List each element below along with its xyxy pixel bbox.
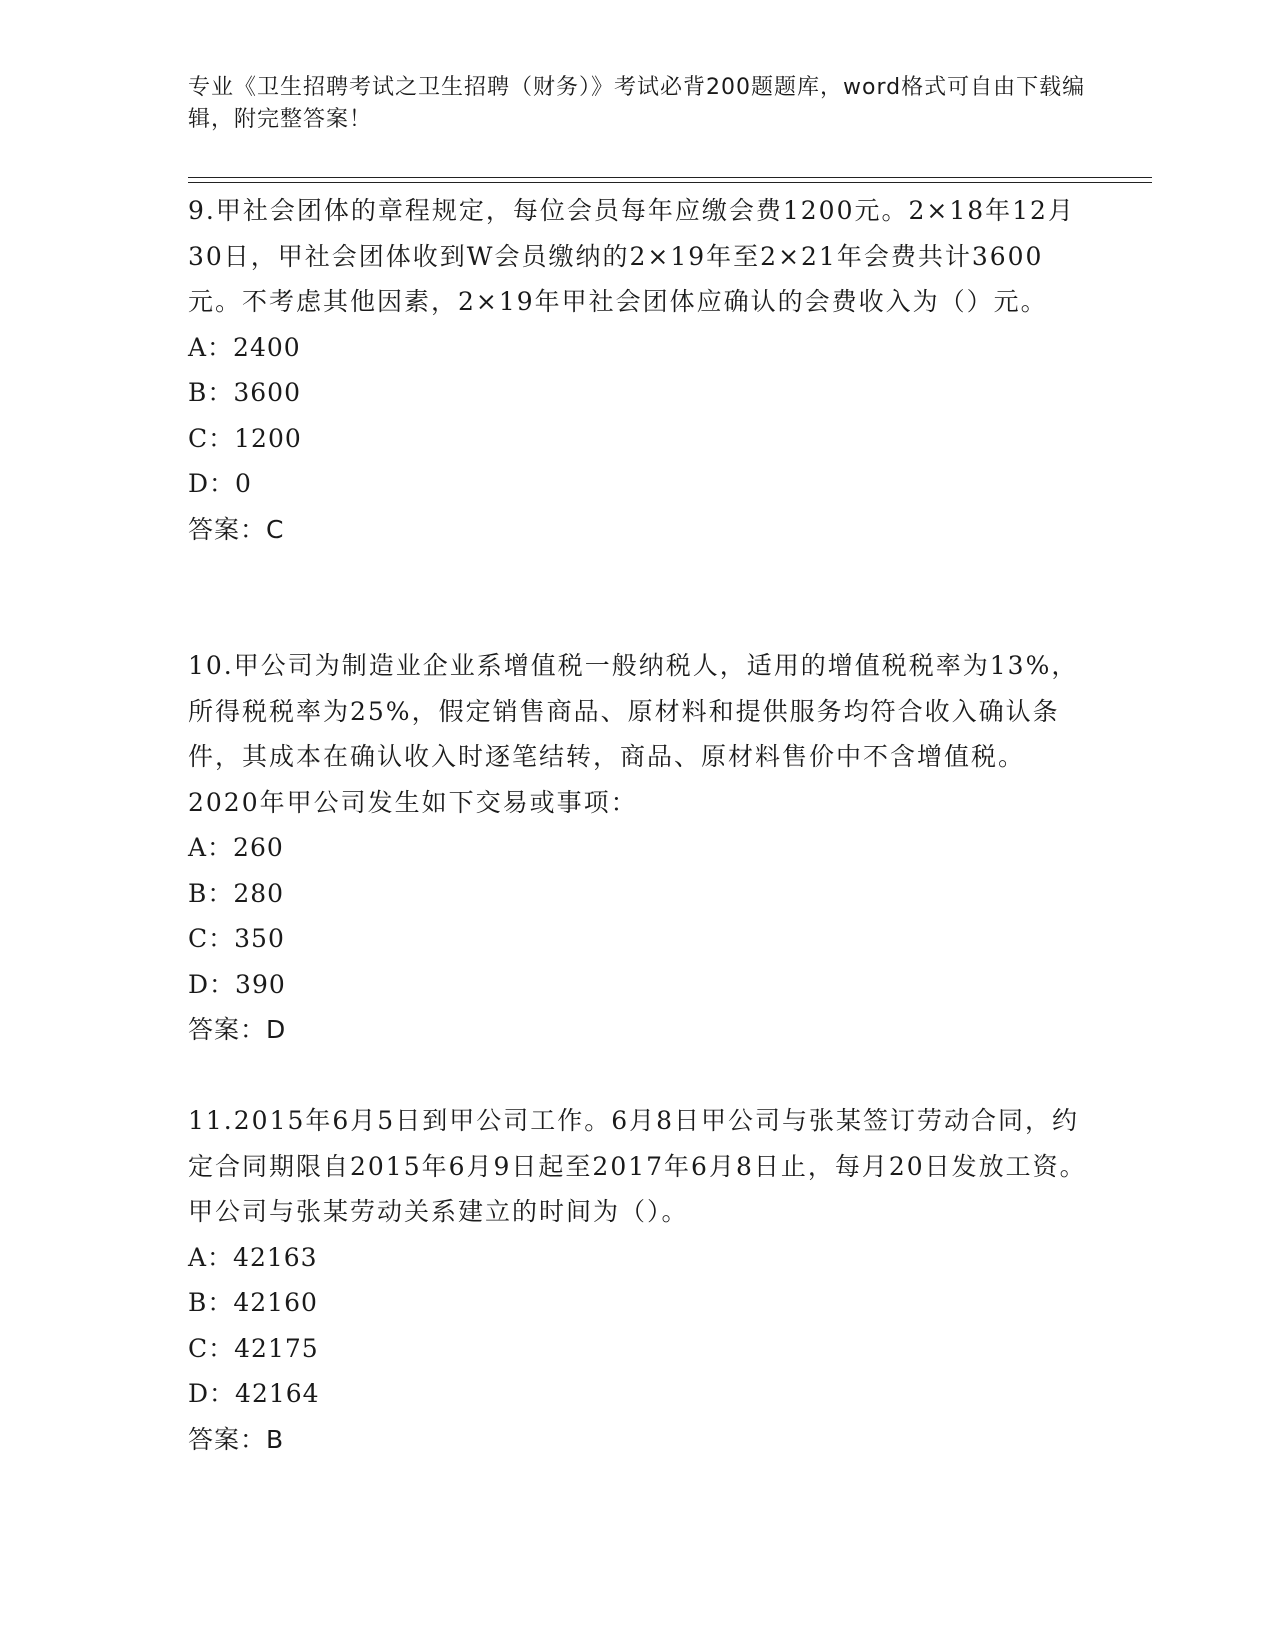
option-b: B：280: [188, 878, 285, 908]
question-11: [188, 1098, 1088, 1462]
header-divider-bottom: [188, 182, 1152, 183]
question-stem: 9.甲社会团体的章程规定，每位会员每年应缴会费1200元。2×18年12月30日，甲社会团体收到W会员缴纳的2×19年至2×21年会费共计3600元。不考虑其他因素，2×19年甲社会团体应确认的会费收入为（）元。: [188, 196, 1075, 316]
option-d: D：42164: [188, 1379, 320, 1408]
question-stem: 10.甲公司为制造业企业系增值税一般纳税人，适用的增值税税率为13%，所得税税率为25%，假定销售商品、原材料和提供服务均符合收入确认条件，其成本在确认收入时逐笔结转，商品、原材料售价中不含增值税。2020年甲公司发生如下交易或事项：: [188, 651, 1079, 817]
option-a: A：2400: [188, 332, 301, 362]
option-a: A：260: [188, 833, 284, 862]
question-stem: 11.2015年6月5日到甲公司工作。6月8日甲公司与张某签订劳动合同，约定合同期限自2015年6月9日起至2017年6月8日止，每月20日发放工资。甲公司与张某劳动关系建立的时间为（）。: [188, 1106, 1087, 1226]
option-b: B：42160: [188, 1288, 318, 1317]
option-d: D：0: [188, 469, 252, 498]
option-b: B：3600: [188, 378, 301, 407]
option-list: [188, 325, 1088, 507]
question-9: [188, 188, 1088, 552]
answer-line: 答案：D: [188, 1015, 287, 1044]
question-10: [188, 643, 1088, 1053]
option-list: [188, 1235, 1088, 1417]
answer-line: 答案：C: [188, 514, 285, 544]
option-d: D：390: [188, 969, 286, 999]
option-c: C：42175: [188, 1333, 319, 1363]
option-list: [188, 825, 1088, 1007]
document-header-title: 专业《卫生招聘考试之卫生招聘（财务）》考试必背200题题库，word格式可自由下载编辑，附完整答案！: [188, 75, 1086, 132]
header-divider-top: [188, 177, 1152, 178]
answer-line: 答案：B: [188, 1424, 285, 1454]
option-c: C：1200: [188, 423, 302, 453]
option-a: A：42163: [188, 1242, 318, 1272]
option-c: C：350: [188, 924, 285, 953]
